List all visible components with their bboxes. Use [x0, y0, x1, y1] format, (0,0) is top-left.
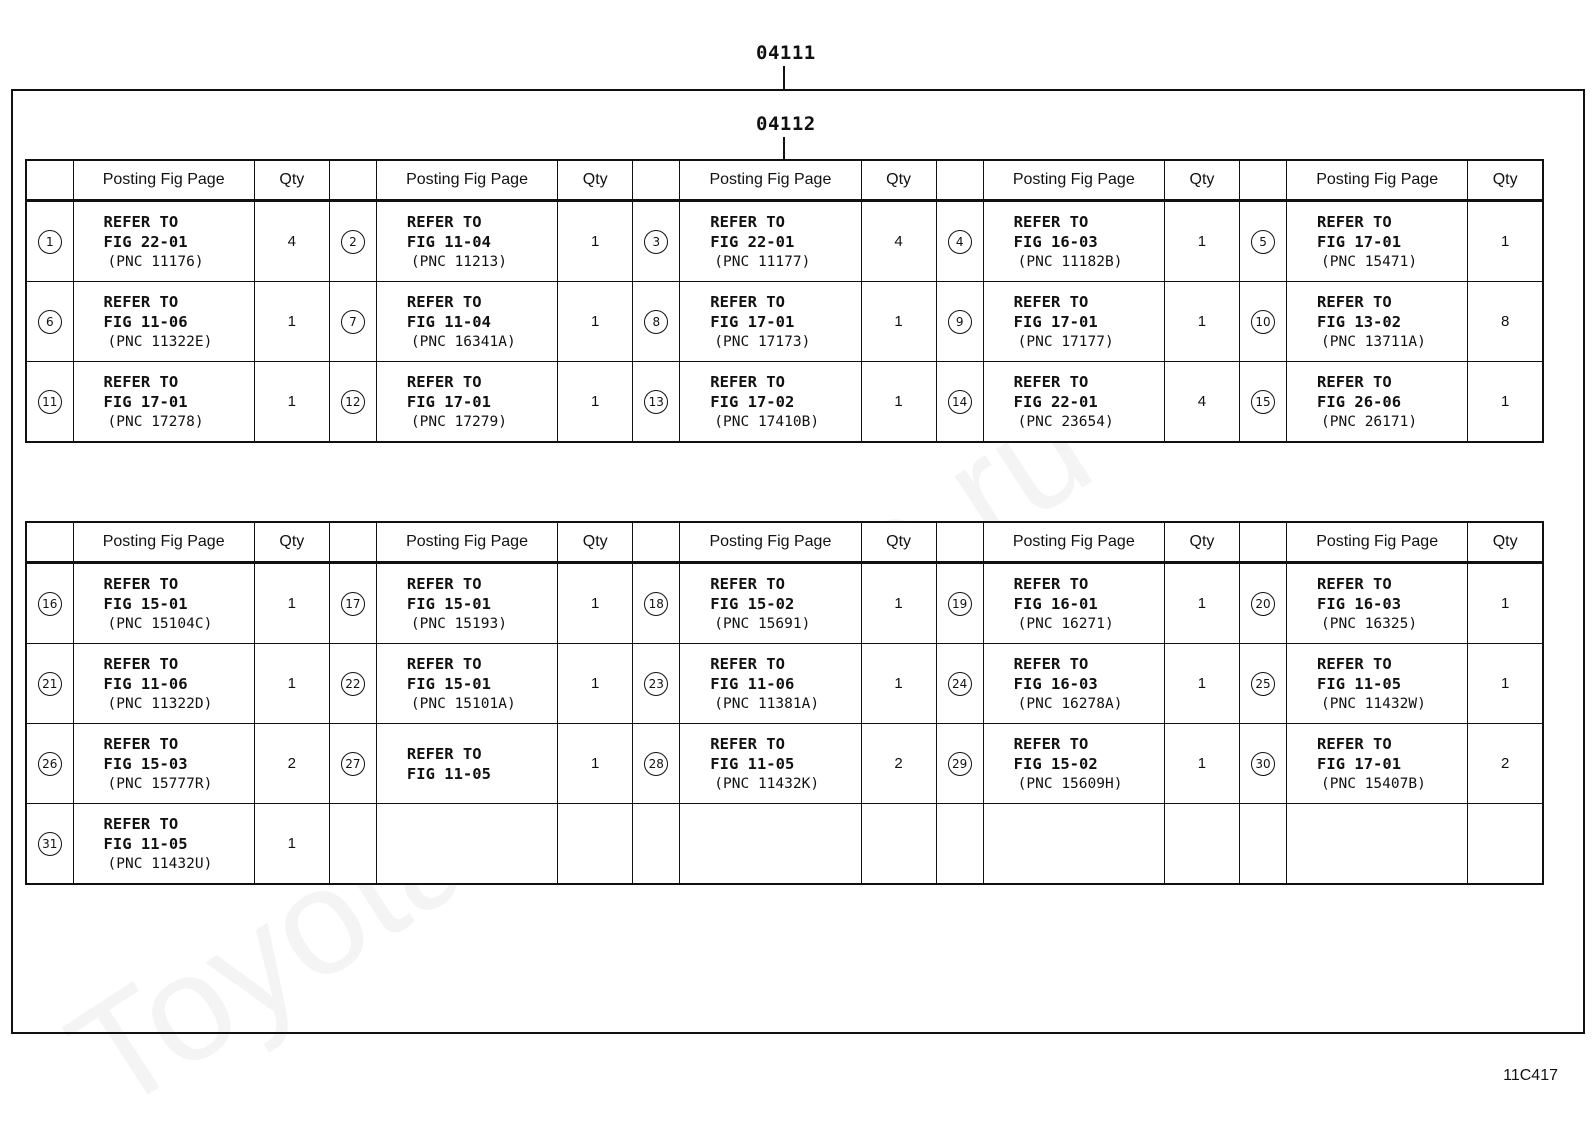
item-number-callout[interactable]: 26: [38, 752, 62, 776]
qty-cell: 1: [558, 644, 633, 724]
header-qty: Qty: [1164, 160, 1239, 201]
qty-cell: 1: [254, 804, 329, 885]
reference-cell: [1287, 644, 1468, 724]
reference-cell: [73, 644, 254, 724]
item-number-callout[interactable]: 6: [38, 310, 62, 334]
header-posting-fig-page: Posting Fig Page: [1287, 522, 1468, 563]
qty-cell: 1: [861, 563, 936, 644]
header-posting-fig-page: Posting Fig Page: [376, 160, 557, 201]
fig-reference-link[interactable]: FIG 15-01: [406, 674, 491, 693]
reference-cell: [73, 282, 254, 362]
reference-cell: [983, 724, 1164, 804]
fig-reference-link[interactable]: FIG 11-04: [406, 232, 491, 251]
reference-cell: [73, 362, 254, 443]
pnc-code: (PNC 17278): [107, 413, 204, 430]
item-number-cell: [1240, 362, 1287, 443]
reference-cell: [1287, 282, 1468, 362]
refer-to-text: REFER TO: [1013, 574, 1089, 593]
header-posting-fig-page: Posting Fig Page: [73, 522, 254, 563]
header-number-cell: [329, 522, 376, 563]
qty-cell: 1: [1164, 724, 1239, 804]
item-number-cell: [26, 362, 73, 443]
item-number-cell: [329, 724, 376, 804]
pnc-code: (PNC 11322D): [107, 695, 213, 712]
header-posting-fig-page: Posting Fig Page: [680, 522, 861, 563]
refer-to-text: REFER TO: [406, 292, 482, 311]
item-number-callout[interactable]: 30: [1251, 752, 1275, 776]
pnc-code: (PNC 15104C): [107, 615, 213, 632]
refer-to-text: REFER TO: [710, 734, 785, 753]
item-number-cell: [26, 282, 73, 362]
item-number-callout[interactable]: 16: [38, 592, 62, 616]
fig-reference-link[interactable]: FIG 11-04: [406, 312, 491, 331]
reference-cell: [680, 804, 861, 885]
qty-cell: 1: [1164, 201, 1239, 282]
qty-cell: 2: [1468, 724, 1543, 804]
fig-reference-link[interactable]: FIG 16-03: [1013, 232, 1098, 251]
header-qty: Qty: [861, 160, 936, 201]
header-qty: Qty: [1468, 160, 1543, 201]
fig-reference-link[interactable]: FIG 11-06: [103, 312, 188, 331]
pnc-code: (PNC 11176): [107, 253, 204, 270]
item-number-callout[interactable]: 28: [644, 752, 668, 776]
fig-reference-link[interactable]: FIG 13-02: [1317, 312, 1402, 331]
pnc-code: (PNC 15101A): [410, 695, 516, 712]
refer-to-text: REFER TO: [406, 212, 482, 231]
refer-to-text: REFER TO: [103, 574, 179, 593]
fig-reference-link[interactable]: FIG 15-01: [103, 594, 188, 613]
pnc-code: (PNC 11182B): [1017, 253, 1123, 270]
qty-cell: [1468, 804, 1543, 885]
reference-cell: [983, 644, 1164, 724]
item-number-cell: [936, 563, 983, 644]
header-posting-fig-page: Posting Fig Page: [983, 522, 1164, 563]
item-number-cell: [936, 362, 983, 443]
header-posting-fig-page: Posting Fig Page: [680, 160, 861, 201]
fig-reference-link[interactable]: FIG 15-02: [710, 594, 795, 613]
item-number-callout[interactable]: 29: [948, 752, 972, 776]
reference-cell: [73, 724, 254, 804]
fig-reference-link[interactable]: FIG 15-01: [406, 594, 491, 613]
fig-reference-link[interactable]: FIG 26-06: [1317, 392, 1402, 411]
refer-to-text: REFER TO: [103, 654, 179, 673]
reference-cell: [1287, 563, 1468, 644]
reference-cell: [73, 201, 254, 282]
fig-reference-link[interactable]: FIG 17-01: [1317, 754, 1402, 773]
refer-to-text: REFER TO: [406, 372, 482, 391]
header-posting-fig-page: Posting Fig Page: [1287, 160, 1468, 201]
item-number-cell: [633, 282, 680, 362]
qty-cell: 1: [254, 644, 329, 724]
item-number-cell: [936, 644, 983, 724]
refer-to-text: REFER TO: [1013, 212, 1089, 231]
item-number-callout[interactable]: 12: [341, 390, 365, 414]
header-qty: Qty: [1468, 522, 1543, 563]
item-number-cell: [329, 644, 376, 724]
refer-to-text: REFER TO: [710, 292, 785, 311]
reference-cell: [376, 563, 557, 644]
table-row: [26, 362, 1543, 443]
reference-cell: [1287, 362, 1468, 443]
reference-cell: [983, 362, 1164, 443]
table-row: [26, 804, 1543, 885]
item-number-cell: [329, 201, 376, 282]
reference-cell: [1287, 724, 1468, 804]
header-number-cell: [329, 160, 376, 201]
qty-cell: 1: [254, 282, 329, 362]
item-number-callout[interactable]: 1: [38, 230, 62, 254]
qty-cell: 1: [558, 201, 633, 282]
refer-to-text: REFER TO: [1317, 372, 1392, 391]
item-number-cell: [936, 282, 983, 362]
fig-reference-link[interactable]: FIG 15-02: [1013, 754, 1098, 773]
figure-code: 11C417: [1503, 1067, 1558, 1084]
refer-to-text: REFER TO: [103, 734, 179, 753]
reference-cell: [680, 362, 861, 443]
item-number-cell: [26, 201, 73, 282]
reference-cell: [983, 282, 1164, 362]
table-header-row: [26, 522, 1543, 563]
item-number-callout[interactable]: 9: [948, 310, 972, 334]
item-number-cell: [26, 563, 73, 644]
assembly-label-inner: 04112: [756, 113, 816, 135]
qty-cell: 1: [1468, 563, 1543, 644]
header-posting-fig-page: Posting Fig Page: [73, 160, 254, 201]
refer-to-text: REFER TO: [1317, 574, 1392, 593]
fig-reference-link[interactable]: FIG 11-06: [710, 674, 795, 693]
item-number-callout[interactable]: 25: [1251, 672, 1275, 696]
pnc-code: (PNC 16271): [1017, 615, 1114, 632]
fig-reference-link[interactable]: FIG 16-03: [1013, 674, 1098, 693]
fig-reference-link[interactable]: FIG 22-01: [103, 232, 188, 251]
qty-cell: 1: [1164, 282, 1239, 362]
reference-cell: [376, 362, 557, 443]
header-qty: Qty: [1164, 522, 1239, 563]
item-number-cell: [1240, 563, 1287, 644]
pnc-code: (PNC 11322E): [107, 333, 213, 350]
item-number-cell: [329, 563, 376, 644]
refer-to-text: REFER TO: [1317, 212, 1392, 231]
qty-cell: 1: [861, 644, 936, 724]
qty-cell: 1: [254, 362, 329, 443]
refer-to-text: REFER TO: [406, 744, 482, 763]
table-row: [26, 644, 1543, 724]
item-number-cell: [26, 724, 73, 804]
fig-reference-link[interactable]: FIG 11-06: [103, 674, 188, 693]
reference-cell: [1287, 201, 1468, 282]
fig-reference-link[interactable]: FIG 11-05: [1317, 674, 1402, 693]
header-number-cell: [26, 522, 73, 563]
refer-to-text: REFER TO: [103, 212, 179, 231]
pnc-code: (PNC 11432U): [107, 855, 213, 872]
reference-cell: [680, 644, 861, 724]
refer-to-text: REFER TO: [406, 574, 482, 593]
qty-cell: 1: [861, 362, 936, 443]
fig-reference-link[interactable]: FIG 17-01: [710, 312, 795, 331]
pnc-code: (PNC 15407B): [1321, 775, 1426, 792]
pnc-code: (PNC 15777R): [107, 775, 213, 792]
item-number-callout[interactable]: 3: [644, 230, 668, 254]
item-number-callout[interactable]: 14: [948, 390, 972, 414]
item-number-callout[interactable]: 22: [341, 672, 365, 696]
item-number-cell: [1240, 724, 1287, 804]
qty-cell: 1: [1468, 201, 1543, 282]
item-number-cell: [1240, 804, 1287, 885]
pnc-code: (PNC 15471): [1321, 253, 1418, 270]
fig-reference-link[interactable]: FIG 17-01: [103, 392, 188, 411]
item-number-callout[interactable]: 20: [1251, 592, 1275, 616]
refer-to-text: REFER TO: [103, 292, 179, 311]
reference-cell: [680, 201, 861, 282]
header-qty: Qty: [861, 522, 936, 563]
header-number-cell: [1240, 160, 1287, 201]
pnc-code: (PNC 26171): [1321, 413, 1418, 430]
fig-reference-link[interactable]: FIG 11-05: [710, 754, 795, 773]
pnc-code: (PNC 13711A): [1321, 333, 1426, 350]
fig-reference-link[interactable]: FIG 16-01: [1013, 594, 1098, 613]
pnc-code: (PNC 15691): [714, 615, 811, 632]
item-number-cell: [633, 201, 680, 282]
fig-reference-link[interactable]: FIG 11-05: [406, 764, 491, 783]
qty-cell: 1: [558, 724, 633, 804]
pnc-code: (PNC 17279): [410, 413, 507, 430]
refer-to-text: REFER TO: [1013, 734, 1089, 753]
qty-cell: 1: [861, 282, 936, 362]
item-number-cell: [936, 201, 983, 282]
fig-reference-link[interactable]: FIG 17-01: [1013, 312, 1098, 331]
qty-cell: 4: [254, 201, 329, 282]
qty-cell: 8: [1468, 282, 1543, 362]
reference-cell: [73, 563, 254, 644]
pnc-code: (PNC 23654): [1017, 413, 1114, 430]
qty-cell: 1: [1468, 644, 1543, 724]
refer-to-text: REFER TO: [1013, 372, 1089, 391]
pnc-code: (PNC 16341A): [410, 333, 516, 350]
table-row: [26, 724, 1543, 804]
reference-cell: [376, 644, 557, 724]
qty-cell: 1: [254, 563, 329, 644]
pnc-code: (PNC 16278A): [1017, 695, 1123, 712]
header-number-cell: [633, 522, 680, 563]
item-number-callout[interactable]: 23: [644, 672, 668, 696]
item-number-cell: [633, 724, 680, 804]
item-number-cell: [329, 362, 376, 443]
reference-cell: [983, 804, 1164, 885]
header-number-cell: [936, 522, 983, 563]
item-number-callout[interactable]: 5: [1251, 230, 1275, 254]
qty-cell: 2: [254, 724, 329, 804]
qty-cell: 1: [558, 362, 633, 443]
item-number-callout[interactable]: 10: [1251, 310, 1275, 334]
reference-cell: [680, 563, 861, 644]
reference-cell: [983, 201, 1164, 282]
qty-cell: 4: [1164, 362, 1239, 443]
item-number-cell: [329, 804, 376, 885]
item-number-cell: [26, 644, 73, 724]
item-number-cell: [936, 804, 983, 885]
refer-to-text: REFER TO: [1317, 734, 1392, 753]
pnc-code: (PNC 11432W): [1321, 695, 1426, 712]
item-number-callout[interactable]: 17: [341, 592, 365, 616]
header-qty: Qty: [558, 160, 633, 201]
pnc-code: (PNC 17410B): [714, 413, 820, 430]
fig-reference-link[interactable]: FIG 17-01: [406, 392, 491, 411]
pnc-code: (PNC 11381A): [714, 695, 820, 712]
table-row: [26, 282, 1543, 362]
item-number-callout[interactable]: 24: [948, 672, 972, 696]
refer-to-text: REFER TO: [1013, 654, 1089, 673]
refer-to-text: REFER TO: [1013, 292, 1089, 311]
header-number-cell: [1240, 522, 1287, 563]
item-number-callout[interactable]: 13: [644, 390, 668, 414]
header-posting-fig-page: Posting Fig Page: [376, 522, 557, 563]
item-number-cell: [1240, 201, 1287, 282]
header-number-cell: [633, 160, 680, 201]
item-number-cell: [1240, 282, 1287, 362]
refer-to-text: REFER TO: [103, 814, 179, 833]
item-number-callout[interactable]: 11: [38, 390, 62, 414]
assembly-label-top: 04111: [756, 42, 816, 64]
refer-to-text: REFER TO: [1317, 654, 1392, 673]
reference-cell: [680, 282, 861, 362]
qty-cell: 2: [861, 724, 936, 804]
item-number-callout[interactable]: 18: [644, 592, 668, 616]
qty-cell: 4: [861, 201, 936, 282]
fig-reference-link[interactable]: FIG 22-01: [1013, 392, 1098, 411]
pnc-code: (PNC 15609H): [1017, 775, 1123, 792]
fig-reference-link[interactable]: FIG 22-01: [710, 232, 795, 251]
table-row: [26, 563, 1543, 644]
parts-table-1: [25, 159, 1544, 443]
refer-to-text: REFER TO: [1317, 292, 1392, 311]
qty-cell: [861, 804, 936, 885]
pnc-code: (PNC 17173): [714, 333, 811, 350]
header-qty: Qty: [558, 522, 633, 563]
item-number-cell: [633, 563, 680, 644]
qty-cell: [558, 804, 633, 885]
pnc-code: (PNC 11213): [410, 253, 507, 270]
reference-cell: [376, 282, 557, 362]
item-number-callout[interactable]: 21: [38, 672, 62, 696]
item-number-callout[interactable]: 2: [341, 230, 365, 254]
qty-cell: 1: [1468, 362, 1543, 443]
header-posting-fig-page: Posting Fig Page: [983, 160, 1164, 201]
item-number-cell: [633, 644, 680, 724]
refer-to-text: REFER TO: [710, 574, 785, 593]
header-qty: Qty: [254, 160, 329, 201]
reference-cell: [680, 724, 861, 804]
leader-line-inner: [783, 137, 785, 160]
qty-cell: 1: [558, 282, 633, 362]
leader-line-top: [783, 66, 785, 89]
reference-cell: [983, 563, 1164, 644]
refer-to-text: REFER TO: [103, 372, 179, 391]
item-number-callout[interactable]: 31: [38, 832, 62, 856]
item-number-cell: [633, 362, 680, 443]
qty-cell: 1: [1164, 644, 1239, 724]
header-number-cell: [936, 160, 983, 201]
reference-cell: [376, 724, 557, 804]
reference-cell: [73, 804, 254, 885]
reference-cell: [1287, 804, 1468, 885]
item-number-callout[interactable]: 7: [341, 310, 365, 334]
item-number-callout[interactable]: 8: [644, 310, 668, 334]
refer-to-text: REFER TO: [406, 654, 482, 673]
item-number-cell: [26, 804, 73, 885]
pnc-code: (PNC 17177): [1017, 333, 1114, 350]
item-number-callout[interactable]: 27: [341, 752, 365, 776]
parts-table-2: [25, 521, 1544, 885]
reference-cell: [376, 201, 557, 282]
reference-cell: [376, 804, 557, 885]
refer-to-text: REFER TO: [710, 212, 785, 231]
item-number-callout[interactable]: 15: [1251, 390, 1275, 414]
fig-reference-link[interactable]: FIG 17-01: [1317, 232, 1402, 251]
pnc-code: (PNC 16325): [1321, 615, 1418, 632]
fig-reference-link[interactable]: FIG 17-02: [710, 392, 795, 411]
item-number-cell: [633, 804, 680, 885]
item-number-cell: [936, 724, 983, 804]
fig-reference-link[interactable]: FIG 11-05: [103, 834, 188, 853]
table-row: [26, 201, 1543, 282]
refer-to-text: REFER TO: [710, 654, 785, 673]
item-number-callout[interactable]: 19: [948, 592, 972, 616]
pnc-code: (PNC 15193): [410, 615, 507, 632]
qty-cell: 1: [558, 563, 633, 644]
fig-reference-link[interactable]: FIG 15-03: [103, 754, 188, 773]
fig-reference-link[interactable]: FIG 16-03: [1317, 594, 1402, 613]
item-number-cell: [1240, 644, 1287, 724]
qty-cell: [1164, 804, 1239, 885]
qty-cell: 1: [1164, 563, 1239, 644]
item-number-cell: [329, 282, 376, 362]
table-header-row: [26, 160, 1543, 201]
header-qty: Qty: [254, 522, 329, 563]
header-number-cell: [26, 160, 73, 201]
pnc-code: (PNC 11177): [714, 253, 811, 270]
pnc-code: (PNC 11432K): [714, 775, 820, 792]
refer-to-text: REFER TO: [710, 372, 785, 391]
item-number-callout[interactable]: 4: [948, 230, 972, 254]
